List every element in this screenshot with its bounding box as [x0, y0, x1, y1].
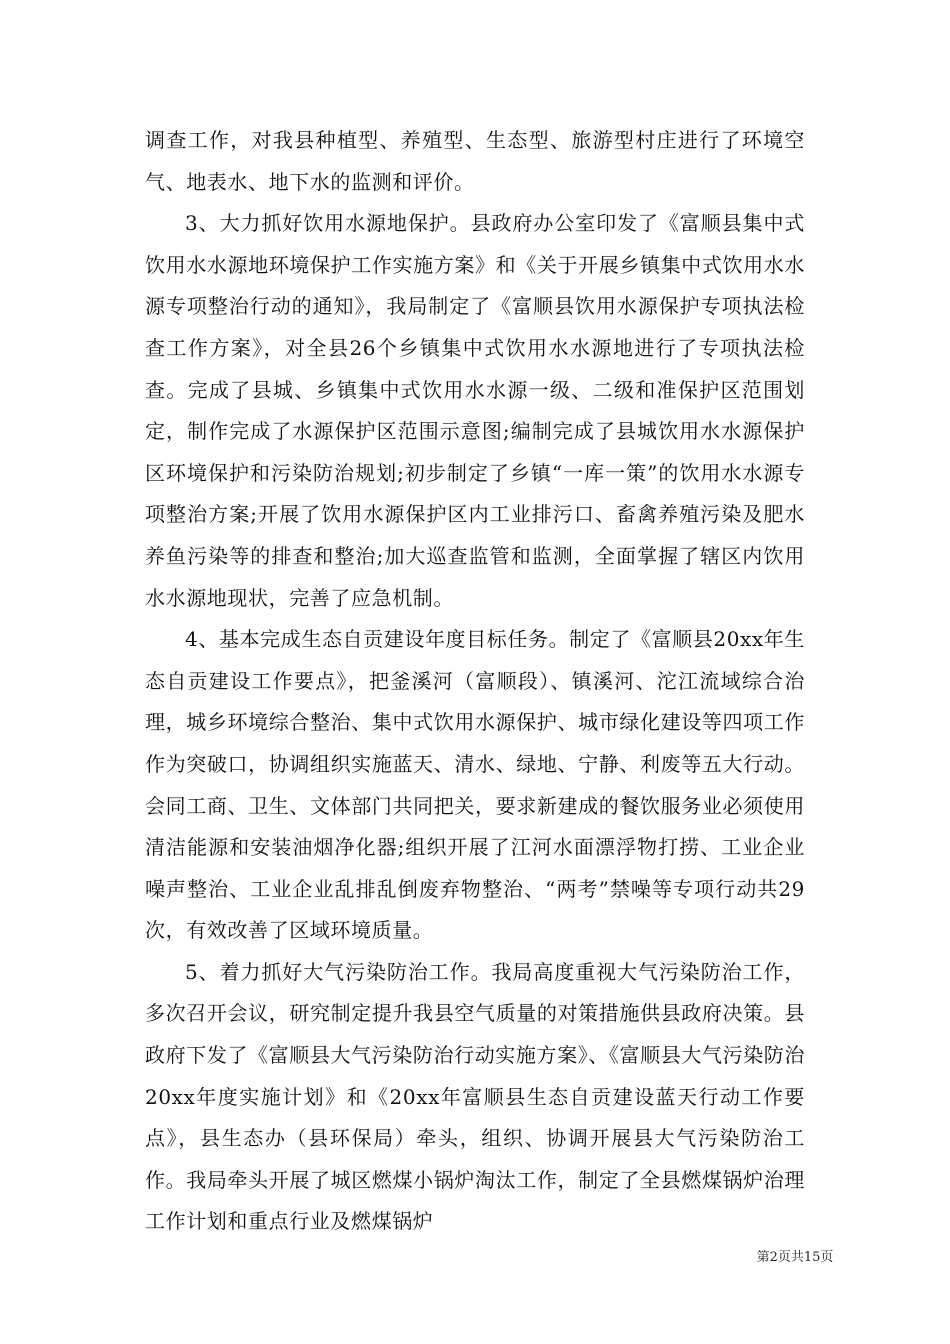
page-footer	[0, 1246, 950, 1265]
paragraph-item-5: 5、着力抓好大气污染防治工作。我局高度重视大气污染防治工作，多次召开会议，研究制定提升我县空气质量的对策措施供县政府决策。县政府下发了《富顺县大气污染防治行动实施方案》、《富顺县大气污染防治20xx年度实施计划》和《20xx年富顺县生态自贡建设蓝天行动工作要点》，县生态办（县环保局）牵头，组织、协调开展县大气污染防治工作。我局牵头开展了城区燃煤小锅炉淘汰工作，制定了全县燃煤锅炉治理工作计划和重点行业及燃煤锅炉	[145, 959, 805, 1234]
paragraph-continuation: 调查工作，对我县种植型、养殖型、生态型、旅游型村庄进行了环境空气、地表水、地下水的监测和评价。	[145, 128, 805, 194]
body-text	[145, 120, 805, 1243]
page-number: 第2页共15页	[756, 1250, 834, 1265]
paragraph-item-3: 3、大力抓好饮用水源地保护。县政府办公室印发了《富顺县集中式饮用水水源地环境保护工作实施方案》和《关于开展乡镇集中式饮用水水源专项整治行动的通知》，我局制定了《富顺县饮用水源保护专项执法检查工作方案》，对全县26个乡镇集中式饮用水水源地进行了专项执法检查。完成了县城、乡镇集中式饮用水水源一级、二级和准保护区范围划定，制作完成了水源保护区范围示意图;编制完成了县城饮用水水源保护区环境保护和污染防治规划;初步制定了乡镇“一库一策”的饮用水水源专项整治方案;开展了饮用水源保护区内工业排污口、畜禽养殖污染及肥水养鱼污染等的排查和整治;加大巡查监管和监测，全面掌握了辖区内饮用水水源地现状，完善了应急机制。	[145, 211, 805, 610]
paragraph-item-4: 4、基本完成生态自贡建设年度目标任务。制定了《富顺县20xx年生态自贡建设工作要点》，把釜溪河（富顺段）、镇溪河、沱江流域综合治理，城乡环境综合整治、集中式饮用水源保护、城市绿化建设等四项工作作为突破口，协调组织实施蓝天、清水、绿地、宁静、利废等五大行动。会同工商、卫生、文体部门共同把关，要求新建成的餐饮服务业必须使用清洁能源和安装油烟净化器;组织开展了江河水面漂浮物打捞、工业企业噪声整治、工业企业乱排乱倒废弃物整治、“两考”禁噪等专项行动共29次，有效改善了区域环境质量。	[145, 627, 805, 943]
